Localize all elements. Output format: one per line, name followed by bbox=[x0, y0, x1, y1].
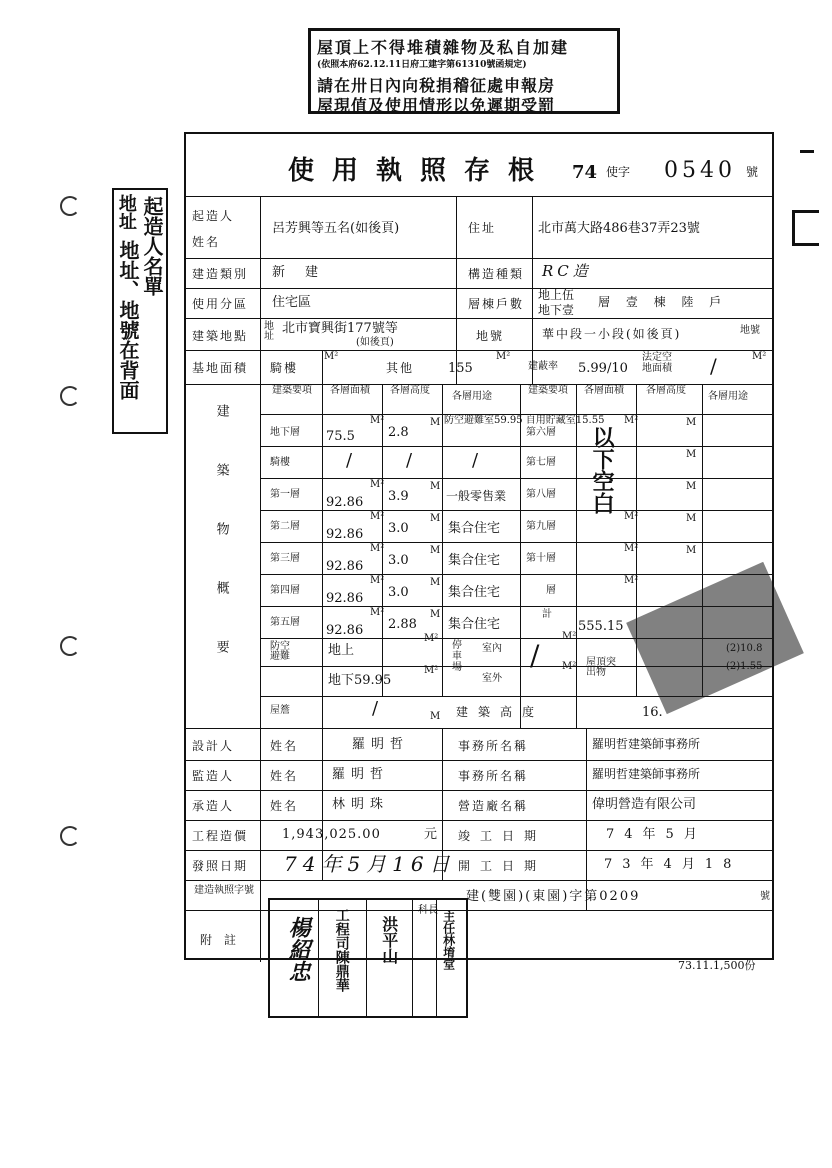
lot-value: 華中段一小段(如後頁) bbox=[542, 327, 682, 341]
supervisor-name-label: 姓名 bbox=[270, 769, 299, 783]
unit-m2: M² bbox=[370, 543, 385, 554]
other-label: 其他 bbox=[386, 361, 415, 375]
company-label: 營造廠名稱 bbox=[458, 799, 529, 813]
col-item-2: 建築要項 bbox=[528, 385, 568, 396]
floor-height: 2.8 bbox=[388, 425, 409, 440]
coverage-value: 5.99/10 bbox=[578, 361, 628, 376]
arcade-area-label: 騎樓 bbox=[270, 361, 299, 375]
unit-m2: M² bbox=[562, 631, 577, 642]
site-value: 北市寶興街177號等 bbox=[282, 321, 398, 336]
unit-m: M bbox=[686, 449, 697, 460]
structure-value: RC造 bbox=[542, 262, 592, 280]
base-area-label: 基地面積 bbox=[192, 361, 249, 375]
seal-name-3: 洪平山 bbox=[379, 916, 399, 964]
zone-value: 住宅區 bbox=[272, 295, 312, 310]
binder-hole bbox=[60, 636, 80, 656]
unit-m2: M² bbox=[562, 661, 577, 672]
year-number: 74 bbox=[572, 162, 598, 183]
unit-m2: M² bbox=[624, 543, 639, 554]
permit-form bbox=[184, 132, 774, 960]
contractor-name: 林明珠 bbox=[332, 797, 390, 812]
open-space-label: 法定空地面積 bbox=[642, 352, 672, 374]
col-height: 各層高度 bbox=[390, 385, 430, 396]
floor-name-right: 第六層 bbox=[526, 427, 556, 438]
floors-above: 地上伍 bbox=[538, 288, 575, 302]
form-footer: 73.11.1,500份 bbox=[678, 959, 756, 972]
seal-block bbox=[268, 898, 468, 1018]
floors-desc: 層 壹 棟 陸 戶 bbox=[598, 295, 728, 309]
building-height-value: 16. bbox=[642, 705, 663, 720]
unit-m2: M² bbox=[424, 665, 439, 676]
permit-value: 建(雙園)(東園)字第0209 bbox=[466, 889, 641, 904]
eaves-value: / bbox=[372, 698, 379, 719]
floor-use: 集合住宅 bbox=[448, 521, 501, 536]
building-type-value: 新建 bbox=[272, 265, 339, 280]
stamp-line-3: 請在卅日內向稅捐稽征處申報房 bbox=[317, 76, 556, 95]
floor-height: / bbox=[406, 450, 413, 471]
hao-char: 號 bbox=[746, 165, 759, 179]
unit-m2: M² bbox=[496, 351, 511, 362]
unit-m: M bbox=[430, 513, 441, 524]
floor-area: 92.86 bbox=[326, 591, 364, 606]
unit-m2: M² bbox=[370, 575, 385, 586]
contractor-label: 承造人 bbox=[192, 799, 235, 813]
cost-label: 工程造價 bbox=[192, 829, 249, 843]
floor-height: 3.0 bbox=[388, 521, 409, 536]
col-area: 各層面積 bbox=[330, 385, 370, 396]
designer-name: 羅明哲 bbox=[352, 737, 410, 752]
floor-height: 3.0 bbox=[388, 585, 409, 600]
floor-name-right: 第七層 bbox=[526, 457, 556, 468]
supervisor-office-label: 事務所名稱 bbox=[458, 769, 529, 783]
supervisor-name: 羅明哲 bbox=[332, 767, 390, 782]
other-value: 155 bbox=[448, 361, 473, 376]
blank-note: 以下空白 bbox=[589, 426, 616, 514]
unit-m: M bbox=[430, 609, 441, 620]
seal-title-1: 科長 bbox=[418, 905, 438, 916]
unit-m2: M² bbox=[752, 351, 767, 362]
note-label: 附註 bbox=[200, 933, 249, 947]
unit-m2: M² bbox=[424, 633, 439, 644]
side-note-col1: 起造人名單 bbox=[140, 196, 164, 296]
parking-label: 停車場 bbox=[452, 640, 462, 673]
floor-use: 一般零售業 bbox=[446, 489, 507, 503]
parking-in: 室內 bbox=[482, 643, 502, 654]
site-sub: 地址 bbox=[264, 321, 274, 342]
floor-name: 第五層 bbox=[270, 617, 300, 628]
address-value: 北市萬大路486巷37弄23號 bbox=[538, 221, 700, 236]
designer-office: 羅明哲建築師事務所 bbox=[592, 737, 701, 751]
unit-m2: M² bbox=[624, 415, 639, 426]
unit-m2: M² bbox=[370, 511, 385, 522]
unit-m2: M² bbox=[324, 351, 339, 362]
unit-m2: M² bbox=[370, 607, 385, 618]
designer-office-label: 事務所名稱 bbox=[458, 739, 529, 753]
complete-value: 74年5月 bbox=[606, 827, 707, 842]
permit-label: 建造執照字號 bbox=[194, 885, 254, 896]
supervisor-label: 監造人 bbox=[192, 769, 235, 783]
complete-label: 竣工日期 bbox=[458, 829, 547, 843]
unit-m2: M² bbox=[370, 479, 385, 490]
name-label: 姓名 bbox=[192, 235, 221, 249]
floor-name: 第三層 bbox=[270, 553, 300, 564]
address-label: 住址 bbox=[468, 221, 497, 235]
col-height-2: 各層高度 bbox=[646, 385, 686, 396]
floor-area: 92.86 bbox=[326, 559, 364, 574]
unit-m: M bbox=[430, 577, 441, 588]
zone-label: 使用分區 bbox=[192, 297, 249, 311]
floor-name-right: 第十層 bbox=[526, 553, 556, 564]
floor-height: 2.88 bbox=[388, 617, 417, 632]
unit-m2: M² bbox=[370, 415, 385, 426]
col-use: 各層用途 bbox=[452, 391, 492, 402]
col-use-2: 各層用途 bbox=[708, 391, 748, 402]
floor-use: 集合住宅 bbox=[448, 553, 501, 568]
side-note-col-left: 地址 bbox=[115, 194, 137, 230]
floor-name-right: 第八層 bbox=[526, 489, 556, 500]
contractor-name-label: 姓名 bbox=[270, 799, 299, 813]
floor-use: 防空避難室59.95 自用貯藏室15.55 bbox=[444, 415, 605, 426]
floor-use: 集合住宅 bbox=[448, 585, 501, 600]
air-label: 防空避難 bbox=[270, 641, 290, 662]
binder-hole bbox=[60, 826, 80, 846]
start-label: 開工日期 bbox=[458, 859, 547, 873]
permit-number: 0540 bbox=[664, 158, 736, 183]
floor-area: 92.86 bbox=[326, 527, 364, 542]
cost-value: 1,943,025.00 bbox=[282, 827, 381, 842]
binder-hole bbox=[60, 196, 80, 216]
side-note bbox=[112, 188, 168, 434]
floor-height: 3.0 bbox=[388, 553, 409, 568]
supervisor-office: 羅明哲建築師事務所 bbox=[592, 767, 701, 781]
designer-name-label: 姓名 bbox=[270, 739, 299, 753]
seal-name-4: 主任林堉堂 bbox=[441, 910, 456, 970]
permit-hao: 號 bbox=[760, 891, 770, 902]
floor-name: 騎樓 bbox=[270, 457, 290, 468]
seal-name-2: 工程司陳鼎華 bbox=[333, 908, 350, 992]
site-label: 建築地點 bbox=[192, 329, 249, 343]
yuan-label: 元 bbox=[424, 827, 438, 842]
issue-label: 發照日期 bbox=[192, 859, 249, 873]
unit-m: M bbox=[430, 711, 441, 722]
floor-name: 第四層 bbox=[270, 585, 300, 596]
company-value: 偉明營造有限公司 bbox=[592, 797, 697, 812]
roof-label: 屋頂突出物 bbox=[586, 657, 616, 678]
binder-hole bbox=[60, 386, 80, 406]
designer-label: 設計人 bbox=[192, 739, 235, 753]
edge-mark bbox=[792, 210, 819, 246]
unit-m: M bbox=[686, 481, 697, 492]
unit-m: M bbox=[686, 417, 697, 428]
form-title: 使用執照存根 bbox=[288, 156, 553, 186]
parking-out: 室外 bbox=[482, 673, 502, 684]
col-item: 建築要項 bbox=[272, 385, 312, 396]
open-space-value: / bbox=[710, 354, 717, 378]
unit-m2: M² bbox=[624, 575, 639, 586]
floor-use: 集合住宅 bbox=[448, 617, 501, 632]
seal-name-1: 楊紹忠 bbox=[285, 916, 312, 982]
side-note-col2: 地址、地號在背面 bbox=[116, 240, 140, 400]
top-stamp bbox=[308, 28, 620, 114]
air-above: 地上 bbox=[328, 643, 355, 658]
applicant-value: 呂芳興等五名(如後頁) bbox=[272, 221, 400, 236]
floor-name-right: 第九層 bbox=[526, 521, 556, 532]
lot-label: 地號 bbox=[476, 329, 505, 343]
structure-label: 構造種類 bbox=[468, 267, 525, 281]
floor-area: 75.5 bbox=[326, 429, 355, 444]
floor-area: / bbox=[346, 450, 353, 471]
site-value-2: (如後頁) bbox=[356, 337, 394, 348]
issue-value: 74年5月16日 bbox=[284, 852, 456, 876]
start-value: 73年4月18 bbox=[604, 857, 742, 872]
floor-name: 第一層 bbox=[270, 489, 300, 500]
unit-m: M bbox=[686, 545, 697, 556]
floor-height: 3.9 bbox=[388, 489, 409, 504]
total-area: 555.15 bbox=[578, 619, 624, 634]
lot-suffix: 地號 bbox=[740, 325, 760, 336]
col-area-2: 各層面積 bbox=[584, 385, 624, 396]
unit-m: M bbox=[430, 417, 441, 428]
building-type-label: 建造類別 bbox=[192, 267, 249, 281]
edge-mark bbox=[800, 150, 814, 153]
floors-below: 地下壹 bbox=[538, 303, 575, 317]
building-height-label: 建築高度 bbox=[456, 705, 545, 719]
floor-name: 地下層 bbox=[270, 427, 300, 438]
air-below: 地下59.95 bbox=[328, 673, 392, 688]
floor-name-right: 層 bbox=[546, 585, 556, 596]
eaves-label: 屋簷 bbox=[270, 705, 290, 716]
unit-m2: M² bbox=[624, 511, 639, 522]
total-label: 計 bbox=[542, 609, 552, 620]
floor-use: / bbox=[472, 450, 479, 471]
floor-area: 92.86 bbox=[326, 495, 364, 510]
unit-m: M bbox=[430, 481, 441, 492]
floors-label: 層棟戶數 bbox=[468, 297, 525, 311]
floor-area: 92.86 bbox=[326, 623, 364, 638]
coverage-label: 建蔽率 bbox=[528, 361, 558, 372]
stamp-line-1: 屋頂上不得堆積雜物及私自加建 bbox=[317, 38, 570, 57]
parking-value: / bbox=[530, 639, 540, 672]
overview-label: 建築物概要 bbox=[213, 404, 229, 699]
use-char: 使字 bbox=[606, 165, 631, 179]
unit-m: M bbox=[430, 545, 441, 556]
unit-m: M bbox=[686, 513, 697, 524]
floor-name: 第二層 bbox=[270, 521, 300, 532]
stamp-line-4: 屋現值及使用情形以免遲期受罰 bbox=[317, 96, 556, 115]
applicant-label: 起造人 bbox=[192, 209, 235, 223]
stamp-line-2: (依照本府62.12.11日府工建字第61310號函規定) bbox=[317, 60, 527, 70]
